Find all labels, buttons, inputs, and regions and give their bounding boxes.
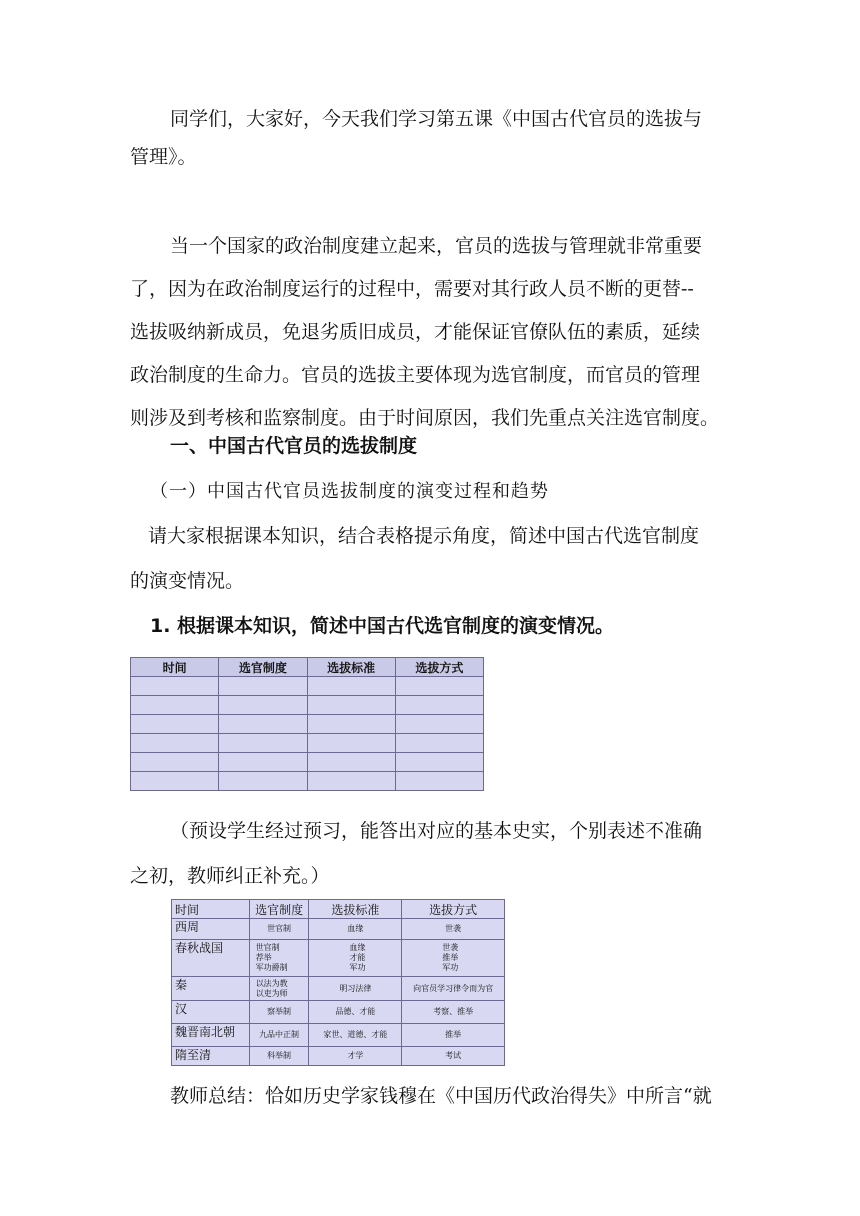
cell-standard: 血缘 xyxy=(309,919,402,940)
context-paragraph xyxy=(130,225,730,440)
table-row xyxy=(131,677,484,696)
table-row xyxy=(172,1001,505,1024)
header-cell: 时间 xyxy=(131,658,219,677)
header-cell: 选官制度 xyxy=(249,900,309,919)
cell-time: 秦 xyxy=(172,977,250,1001)
section-heading: 一、中国古代官员的选拔制度 xyxy=(170,435,418,457)
table-row xyxy=(172,977,505,1001)
cell-method: 考察、推举 xyxy=(402,1001,505,1024)
cell-time: 汉 xyxy=(172,1001,250,1024)
header-cell: 选拔方式 xyxy=(395,658,483,677)
cell-standard: 家世、道德、才能 xyxy=(309,1024,402,1047)
text-line: 管理》。 xyxy=(130,146,197,168)
cell-method: 向官员学习律令而为官 xyxy=(402,977,505,1001)
header-cell: 选官制度 xyxy=(219,658,307,677)
question-heading: 1. 根据课本知识，简述中国古代选官制度的演变情况。 xyxy=(150,615,615,637)
cell-time: 隋至清 xyxy=(172,1047,250,1066)
text-line: 请大家根据课本知识，结合表格提示角度，简述中国古代选官制度 xyxy=(148,525,700,547)
table-row xyxy=(172,940,505,977)
table-row xyxy=(131,772,484,791)
cell-system: 世官制 xyxy=(249,919,309,940)
text-line: 的演变情况。 xyxy=(130,570,245,592)
subsection-heading: （一）中国古代官员选拔制度的演变过程和趋势 xyxy=(150,481,549,502)
filled-table xyxy=(171,899,505,1066)
table-row xyxy=(131,734,484,753)
cell-standard: 血缘 才能 军功 xyxy=(309,940,402,977)
cell-standard: 明习法律 xyxy=(309,977,402,1001)
cell-system: 察举制 xyxy=(249,1001,309,1024)
cell-system: 世官制 荐举 军功爵制 xyxy=(249,940,309,977)
table-row xyxy=(172,1024,505,1047)
cell-method: 世袭 推举 军功 xyxy=(402,940,505,977)
cell-system: 九品中正制 xyxy=(249,1024,309,1047)
note-paragraph xyxy=(130,809,730,899)
table-row xyxy=(131,753,484,772)
text-line: （预设学生经过预习，能答出对应的基本史实，个别表述不准确 xyxy=(170,820,703,842)
header-cell: 选拔标准 xyxy=(307,658,395,677)
cell-time: 西周 xyxy=(172,919,250,940)
summary-paragraph: 教师总结：恰如历史学家钱穆在《中国历代政治得失》中所言“就 xyxy=(170,1085,712,1107)
table-header-row xyxy=(172,900,505,919)
cell-system: 以法为教 以吏为师 xyxy=(249,977,309,1001)
cell-method: 推举 xyxy=(402,1024,505,1047)
cell-system: 科举制 xyxy=(249,1047,309,1066)
cell-time: 春秋战国 xyxy=(172,940,250,977)
cell-standard: 品德、才能 xyxy=(309,1001,402,1024)
text-line: 政治制度的生命力。官员的选拔主要体现为选官制度，而官员的管理 xyxy=(130,364,701,386)
text-line: 则涉及到考核和监察制度。由于时间原因，我们先重点关注选官制度。 xyxy=(130,407,720,429)
cell-method: 考试 xyxy=(402,1047,505,1066)
text-line: 同学们，大家好，今天我们学习第五课《中国古代官员的选拔与 xyxy=(170,108,703,130)
table-row xyxy=(172,919,505,940)
cell-standard: 才学 xyxy=(309,1047,402,1066)
table-row xyxy=(131,715,484,734)
header-cell: 时间 xyxy=(172,900,250,919)
text-line: 选拔吸纳新成员，免退劣质旧成员，才能保证官僚队伍的素质，延续 xyxy=(130,321,701,343)
table-row xyxy=(131,696,484,715)
text-line: 之初，教师纠正补充。） xyxy=(130,865,330,887)
blank-table xyxy=(130,657,484,791)
header-cell: 选拔方式 xyxy=(402,900,505,919)
text-line: 当一个国家的政治制度建立起来，官员的选拔与管理就非常重要 xyxy=(170,235,703,257)
prompt-paragraph xyxy=(130,514,730,604)
table-header-row xyxy=(131,658,484,677)
cell-method: 世袭 xyxy=(402,919,505,940)
text-line: 了，因为在政治制度运行的过程中，需要对其行政人员不断的更替-- xyxy=(130,278,694,300)
header-cell: 选拔标准 xyxy=(309,900,402,919)
cell-time: 魏晋南北朝 xyxy=(172,1024,250,1047)
intro-paragraph xyxy=(130,100,730,176)
table-row xyxy=(172,1047,505,1066)
